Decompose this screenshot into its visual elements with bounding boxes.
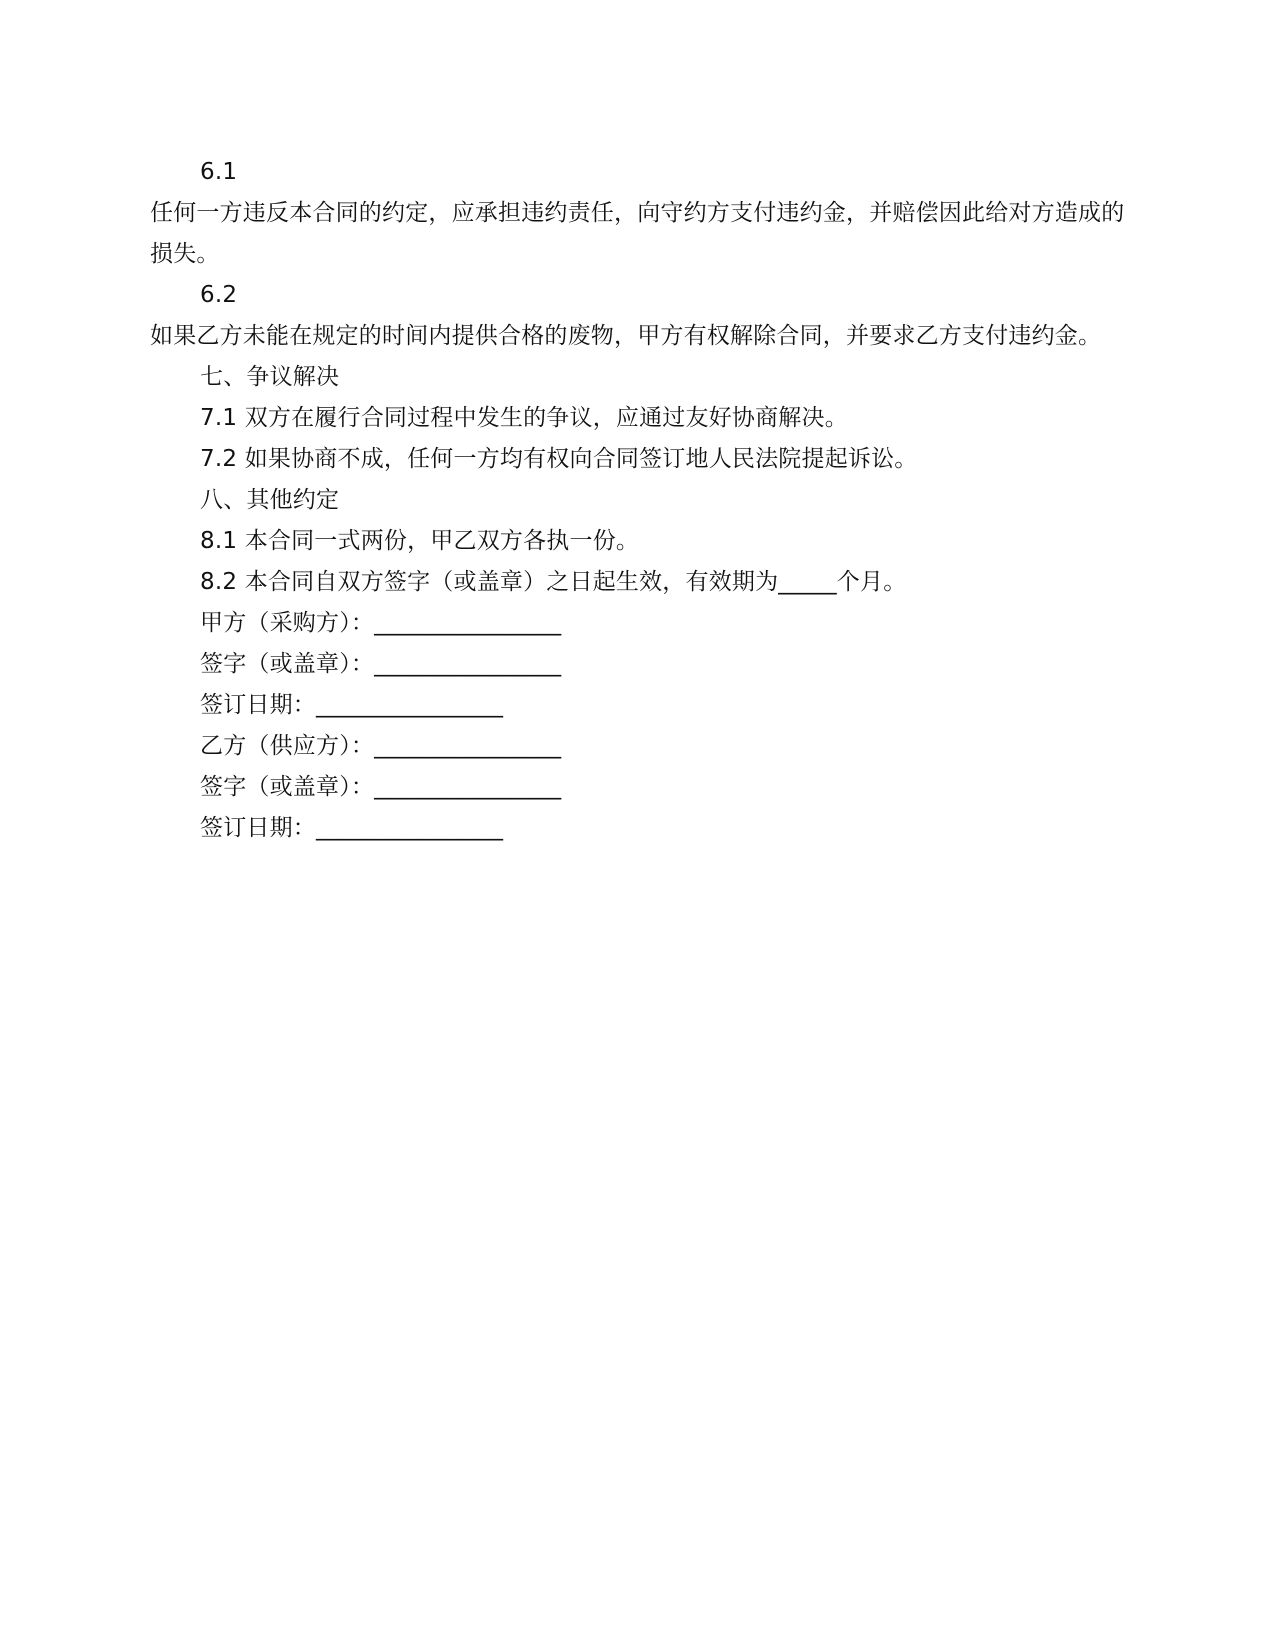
party-a-signature: 签字（或盖章）：________________ (200, 651, 562, 677)
clause-6-1-number: 6.1 (200, 159, 238, 185)
clause-8-1: 8.1 本合同一式两份，甲乙双方各执一份。 (200, 528, 640, 554)
party-b-label: 乙方（供应方）：________________ (200, 733, 562, 759)
clause-7-1: 7.1 双方在履行合同过程中发生的争议，应通过友好协商解决。 (200, 405, 848, 431)
document-body (150, 152, 1130, 849)
section-8-heading: 八、其他约定 (200, 487, 340, 513)
party-b-signature: 签字（或盖章）：________________ (200, 774, 562, 800)
clause-7-2: 7.2 如果协商不成，任何一方均有权向合同签订地人民法院提起诉讼。 (200, 446, 918, 472)
party-a-label: 甲方（采购方）：________________ (200, 610, 562, 636)
party-b-date: 签订日期：________________ (200, 815, 504, 841)
clause-6-1-text: 任何一方违反本合同的约定，应承担违约责任，向守约方支付违约金，并赔偿因此给对方造成的损失。 (150, 200, 1125, 267)
clause-6-2-number: 6.2 (200, 282, 238, 308)
section-7-heading: 七、争议解决 (200, 364, 340, 390)
party-a-date: 签订日期：________________ (200, 692, 504, 718)
clause-6-2-text: 如果乙方未能在规定的时间内提供合格的废物，甲方有权解除合同，并要求乙方支付违约金。 (150, 323, 1102, 349)
clause-8-2: 8.2 本合同自双方签字（或盖章）之日起生效，有效期为_____个月。 (200, 569, 907, 595)
